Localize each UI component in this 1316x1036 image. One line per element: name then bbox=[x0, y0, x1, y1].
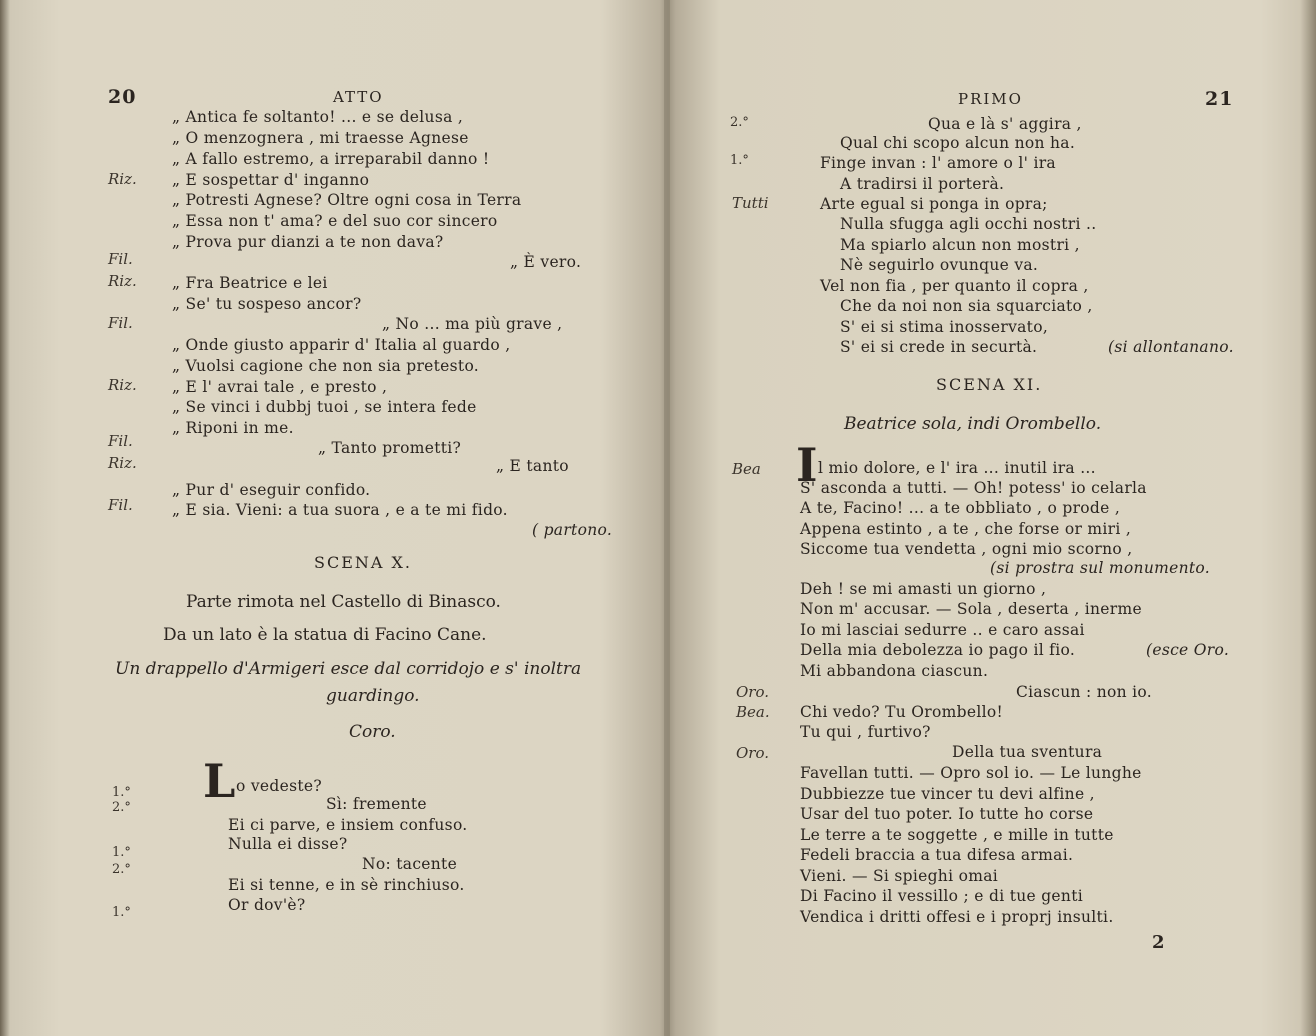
chorus-line: No: tacente bbox=[362, 855, 458, 873]
verse-line: Usar del tuo poter. Io tutte ho corse bbox=[800, 805, 1094, 823]
voice-mark: 2.° bbox=[112, 862, 131, 877]
verse-line: „ Antica fe soltanto! ... e se delusa , bbox=[172, 108, 464, 126]
scene-persons: Beatrice sola, indi Orombello. bbox=[844, 414, 1102, 434]
speaker-label: Oro. bbox=[736, 744, 770, 762]
verse-line: Qual chi scopo alcun non ha. bbox=[840, 134, 1076, 152]
running-head: PRIMO bbox=[958, 90, 1023, 108]
verse-line: „ A fallo estremo, a irreparabil danno ! bbox=[172, 150, 490, 168]
verse-line: S' ei si crede in securtà. bbox=[840, 338, 1038, 356]
verse-line: Appena estinto , a te , che forse or miri , bbox=[800, 520, 1132, 538]
voice-mark: 1.° bbox=[730, 153, 749, 168]
verse-line: „ Essa non t' ama? e del suo cor sincero bbox=[172, 212, 498, 230]
speaker-label: Oro. bbox=[736, 683, 770, 701]
speaker-label: Fil. bbox=[108, 250, 133, 268]
verse-line: Siccome tua vendetta , ogni mio scorno , bbox=[800, 540, 1133, 558]
chorus-line: Sì: fremente bbox=[326, 795, 427, 813]
verse-line: Ciascun : non io. bbox=[1016, 683, 1153, 701]
verse-line: Vieni. — Si spieghi omai bbox=[800, 867, 998, 885]
verse-line: „ E l' avrai tale , e presto , bbox=[172, 378, 388, 396]
right-page bbox=[670, 0, 1316, 1036]
stage-direction: guardingo. bbox=[326, 686, 420, 706]
verse-line: „ E sospettar d' inganno bbox=[172, 171, 370, 189]
verse-line: Mi abbandona ciascun. bbox=[800, 662, 989, 680]
speaker-label: Fil. bbox=[108, 314, 133, 332]
verse-line: Fedeli braccia a tua difesa armai. bbox=[800, 846, 1074, 864]
stage-direction: (si prostra sul monumento. bbox=[990, 559, 1210, 577]
stage-direction: (si allontanano. bbox=[1108, 338, 1234, 356]
verse-line: „ No ... ma più grave , bbox=[382, 315, 563, 333]
verse-line: S' asconda a tutti. — Oh! potess' io celarla bbox=[800, 479, 1147, 497]
verse-line: „ Pur d' eseguir confido. bbox=[172, 481, 371, 499]
verse-line: Nulla sfugga agli occhi nostri .. bbox=[840, 215, 1097, 233]
verse-line: Io mi lasciai sedurre .. e caro assai bbox=[800, 621, 1085, 639]
verse-line: Qua e là s' aggira , bbox=[928, 115, 1082, 133]
speaker-label: Bea bbox=[732, 460, 761, 478]
scene-title: SCENA X. bbox=[314, 553, 412, 572]
verse-line: Dubbiezze tue vincer tu devi alfine , bbox=[800, 785, 1095, 803]
verse-line: Della mia debolezza io pago il fio. bbox=[800, 641, 1076, 659]
chorus-line: Nulla ei disse? bbox=[228, 835, 348, 853]
drop-cap: I bbox=[796, 438, 818, 492]
verse-line: Finge invan : l' amore o l' ira bbox=[820, 154, 1056, 172]
verse-line: „ Se vinci i dubbj tuoi , se intera fede bbox=[172, 398, 477, 416]
scene-setting: Parte rimota nel Castello di Binasco. bbox=[186, 592, 501, 612]
speaker-label: Tutti bbox=[732, 194, 769, 212]
verse-line: „ Onde giusto apparir d' Italia al guardo , bbox=[172, 336, 511, 354]
verse-line: S' ei si stima inosservato, bbox=[840, 318, 1049, 336]
voice-mark: 1.° bbox=[112, 905, 131, 920]
verse-line: „ Fra Beatrice e lei bbox=[172, 274, 328, 292]
verse-line: Di Facino il vessillo ; e di tue genti bbox=[800, 887, 1083, 905]
verse-line: l mio dolore, e l' ira ... inutil ira ... bbox=[818, 459, 1096, 477]
verse-line: „ Tanto prometti? bbox=[318, 439, 462, 457]
verse-line: Vel non fia , per quanto il copra , bbox=[820, 277, 1089, 295]
speaker-label: Fil. bbox=[108, 432, 133, 450]
verse-line: Chi vedo? Tu Orombello! bbox=[800, 703, 1004, 721]
voice-mark: 1.° bbox=[112, 845, 131, 860]
verse-line: Che da noi non sia squarciato , bbox=[840, 297, 1093, 315]
speaker-label: Riz. bbox=[108, 170, 137, 188]
chorus-line: o vedeste? bbox=[236, 777, 322, 795]
verse-line: A tradirsi il porterà. bbox=[840, 175, 1005, 193]
verse-line: Tu qui , furtivo? bbox=[800, 723, 931, 741]
page-number: 21 bbox=[1205, 88, 1234, 110]
printer-signature: 2 bbox=[1152, 932, 1165, 953]
verse-line: Ma spiarlo alcun non mostri , bbox=[840, 236, 1080, 254]
chorus-line: Or dov'è? bbox=[228, 896, 306, 914]
verse-line: Favellan tutti. — Opro sol io. — Le lunghe bbox=[800, 764, 1142, 782]
voice-mark: 2.° bbox=[730, 115, 749, 130]
verse-line: A te, Facino! ... a te obbliato , o prode , bbox=[800, 499, 1121, 517]
verse-line: Le terre a te soggette , e mille in tutte bbox=[800, 826, 1114, 844]
verse-line: Non m' accusar. — Sola , deserta , inerme bbox=[800, 600, 1142, 618]
verse-line: Deh ! se mi amasti un giorno , bbox=[800, 580, 1047, 598]
chorus-line: Ei ci parve, e insiem confuso. bbox=[228, 816, 468, 834]
verse-line: „ Potresti Agnese? Oltre ogni cosa in Terra bbox=[172, 191, 522, 209]
verse-line: „ O menzognera , mi traesse Agnese bbox=[172, 129, 469, 147]
stage-direction: ( partono. bbox=[532, 521, 613, 539]
speaker-label: Riz. bbox=[108, 454, 137, 472]
stage-direction: Un drappello d'Armigeri esce dal corridojo e s' inoltra bbox=[115, 659, 582, 679]
verse-line: „ Prova pur dianzi a te non dava? bbox=[172, 233, 444, 251]
verse-line: Nè seguirlo ovunque va. bbox=[840, 256, 1039, 274]
verse-line: „ Riponi in me. bbox=[172, 419, 294, 437]
voice-mark: 2.° bbox=[112, 800, 131, 815]
verse-line: „ Vuolsi cagione che non sia pretesto. bbox=[172, 357, 480, 375]
running-head: ATTO bbox=[333, 88, 384, 106]
drop-cap: L bbox=[203, 754, 236, 808]
verse-line: „ Se' tu sospeso ancor? bbox=[172, 295, 362, 313]
chorus-line: Ei si tenne, e in sè rinchiuso. bbox=[228, 876, 465, 894]
voice-mark: 1.° bbox=[112, 785, 131, 800]
scene-setting: Da un lato è la statua di Facino Cane. bbox=[163, 625, 487, 645]
speaker-label: Riz. bbox=[108, 272, 137, 290]
verse-line: Della tua sventura bbox=[952, 743, 1103, 761]
verse-line: Arte egual si ponga in opra; bbox=[820, 195, 1048, 213]
speaker-label: Riz. bbox=[108, 376, 137, 394]
speaker-label: Fil. bbox=[108, 496, 133, 514]
speaker-label: Bea. bbox=[736, 703, 770, 721]
page-number: 20 bbox=[108, 86, 137, 108]
verse-line: „ E sia. Vieni: a tua suora , e a te mi fido. bbox=[172, 501, 508, 519]
stage-direction: (esce Oro. bbox=[1146, 641, 1230, 659]
chorus-heading: Coro. bbox=[349, 722, 396, 742]
verse-line: Vendica i dritti offesi e i proprj insulti. bbox=[800, 908, 1114, 926]
verse-line: „ E tanto bbox=[496, 457, 569, 475]
verse-line: „ È vero. bbox=[510, 253, 582, 271]
scene-title: SCENA XI. bbox=[936, 375, 1043, 394]
